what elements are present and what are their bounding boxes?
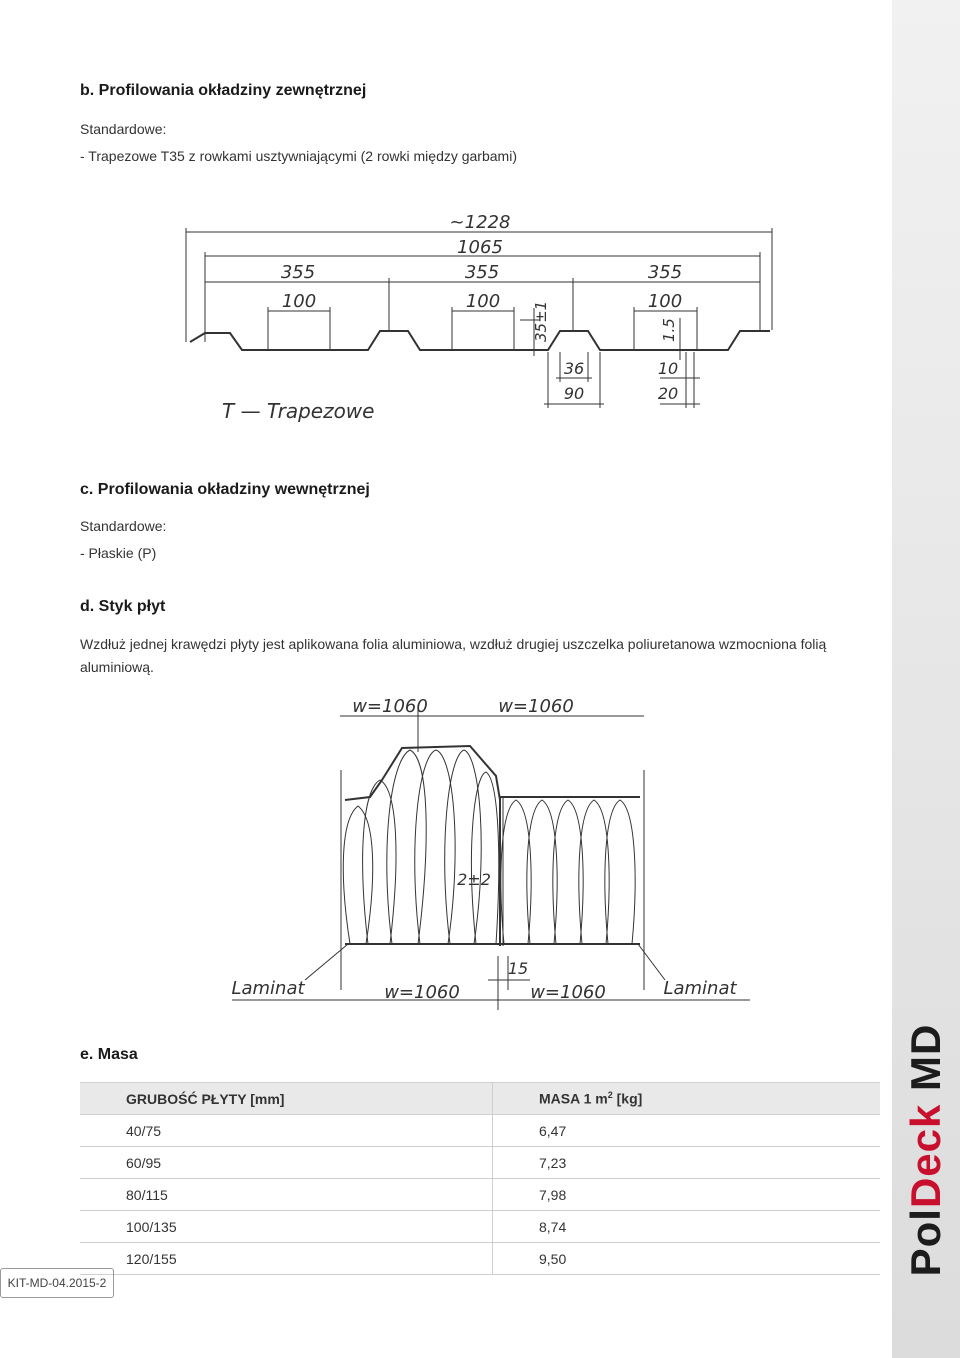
dim-flat-3: 100	[647, 291, 683, 312]
joint-offset: 15	[507, 959, 529, 978]
joint-w-bottom-left: w=1060	[384, 982, 460, 1003]
laminat-right: Laminat	[663, 978, 737, 999]
col-mass-header: MASA 1 $m^2$ [kg]	[493, 1083, 881, 1115]
dim-pitch-1: 355	[280, 262, 316, 283]
table-row: 100/135 8,74	[80, 1211, 880, 1243]
col-thickness-header: GRUBOŚĆ PŁYTY [mm]	[80, 1083, 493, 1115]
dim-flat-1: 100	[281, 291, 317, 312]
brand-logo: PolDeck MD	[902, 1023, 949, 1277]
section-b-item: - Trapezowe T35 z rowkami usztywniającymi (2 rowki między garbami)	[80, 148, 517, 164]
section-c-label: Standardowe:	[80, 518, 167, 534]
dim-groove-2: 20	[657, 384, 679, 403]
dim-bottom-width: 90	[563, 384, 585, 403]
section-d-heading: d. Styk płyt	[80, 598, 166, 615]
joint-gap: 2±2	[457, 870, 491, 889]
joint-w-bottom-right: w=1060	[530, 982, 606, 1003]
drawing-caption: T — Trapezowe	[222, 399, 375, 423]
trapezoid-profile-drawing	[0, 0, 892, 440]
table-row: 60/95 7,23	[80, 1147, 880, 1179]
mass-table-header	[80, 1083, 880, 1115]
section-c-item: - Płaskie (P)	[80, 545, 157, 561]
section-e-heading: e. Masa	[80, 1046, 138, 1063]
dim-total: ~1228	[449, 212, 511, 233]
section-b-heading: b. Profilowania okładziny zewnętrznej	[80, 82, 367, 99]
section-d-text: Wzdłuż jednej krawędzi płyty jest aplikowana folia aluminiowa, wzdłuż drugiej uszczelka poliuretanowa wzmocniona folią aluminiową.	[80, 636, 827, 675]
dim-flat-2: 100	[465, 291, 501, 312]
laminat-left: Laminat	[231, 978, 305, 999]
section-c-heading: c. Profilowania okładziny wewnętrznej	[80, 481, 370, 498]
dim-height: 35±1	[532, 300, 550, 342]
dim-groove-1: 10	[657, 359, 679, 378]
table-row: 40/75 6,47	[80, 1115, 880, 1147]
mass-table	[80, 1082, 880, 1275]
dim-thickness: 1.5	[660, 318, 678, 342]
document-code: KIT-MD-04.2015-2	[0, 1268, 114, 1298]
dim-top-width: 36	[563, 359, 585, 378]
panel-joint-drawing	[0, 680, 892, 1020]
table-row: 120/155 9,50	[80, 1243, 880, 1275]
table-row: 80/115 7,98	[80, 1179, 880, 1211]
dim-pitch-2: 355	[464, 262, 500, 283]
joint-w-top-right: w=1060	[498, 696, 574, 717]
joint-w-top-left: w=1060	[352, 696, 428, 717]
dim-pitch-3: 355	[647, 262, 683, 283]
section-b-label: Standardowe:	[80, 121, 167, 137]
dim-width: 1065	[457, 237, 503, 258]
